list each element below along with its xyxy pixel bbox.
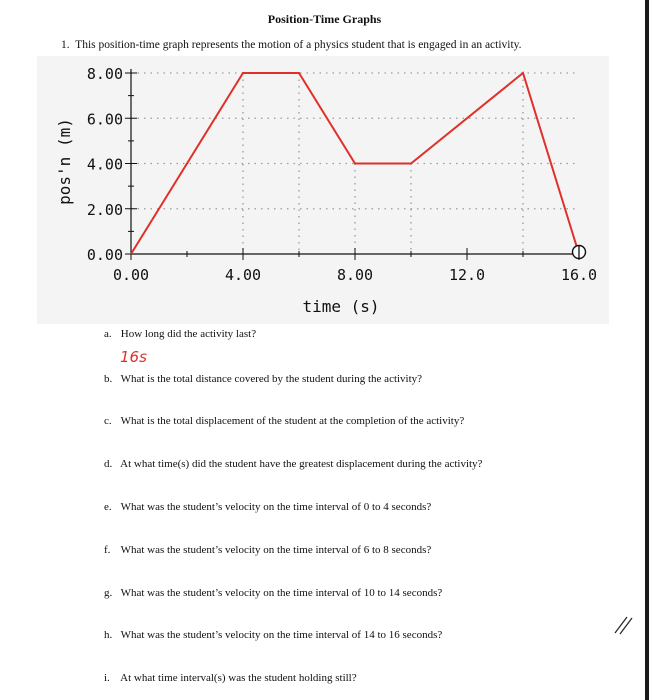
subquestion-letter: i.	[104, 672, 110, 684]
subquestion-letter: b.	[104, 373, 113, 385]
pen-scribble-mark	[611, 611, 637, 637]
x-axis-title: time (s)	[302, 297, 380, 316]
subquestion-i	[104, 672, 357, 684]
subquestion-letter: d.	[104, 458, 113, 470]
subquestion-d	[104, 458, 482, 470]
x-tick-label: 4.00	[224, 266, 262, 284]
page-title: Position-Time Graphs	[267, 12, 382, 26]
x-tick-label: 0.00	[112, 266, 150, 284]
subquestion-b	[104, 373, 422, 385]
subquestion-letter: e.	[104, 501, 112, 513]
subquestion-text: What is the total displacement of the student at the completion of the activity?	[120, 415, 465, 427]
subquestion-letter: h.	[104, 629, 113, 641]
subquestion-text: What was the student’s velocity on the time interval of 0 to 4 seconds?	[120, 501, 432, 513]
subquestion-c	[104, 415, 464, 427]
subquestion-letter: g.	[104, 587, 113, 599]
subquestion-text: How long did the activity last?	[120, 328, 257, 340]
subquestion-text: What was the student’s velocity on the time interval of 6 to 8 seconds?	[120, 544, 432, 556]
subquestion-letter: c.	[104, 415, 112, 427]
subquestion-a	[104, 328, 256, 340]
subquestion-g	[104, 587, 442, 599]
position-series-line	[131, 73, 579, 254]
subquestion-text: At what time(s) did the student have the greatest displacement during the activity?	[120, 458, 483, 470]
y-tick-label: 6.00	[86, 110, 123, 129]
subquestion-f	[104, 544, 431, 556]
subquestion-text: What was the student’s velocity on the time interval of 10 to 14 seconds?	[120, 587, 443, 599]
page-edge	[645, 0, 649, 700]
subquestion-e	[104, 501, 431, 513]
subquestion-letter: f.	[104, 544, 111, 556]
question-1	[61, 39, 522, 51]
subquestion-text: What was the student’s velocity on the time interval of 14 to 16 seconds?	[120, 629, 443, 641]
position-time-chart	[37, 56, 609, 324]
x-tick-label: 12.0	[448, 266, 486, 284]
y-tick-label: 0.00	[86, 246, 123, 264]
y-tick-label: 8.00	[86, 65, 123, 83]
subquestion-h	[104, 629, 442, 641]
y-tick-label: 2.00	[86, 200, 123, 219]
subquestion-letter: a.	[104, 328, 112, 340]
handwritten-answer: 16s	[120, 348, 147, 366]
subquestion-text: At what time interval(s) was the student holding still?	[120, 672, 357, 684]
question-text: This position-time graph represents the motion of a physics student that is engaged in an activity.	[75, 39, 522, 51]
subquestion-text: What is the total distance covered by the student during the activity?	[120, 373, 423, 385]
question-number: 1.	[61, 39, 70, 51]
y-axis-title: pos'n (m)	[55, 118, 74, 205]
x-tick-label: 8.00	[336, 266, 374, 284]
y-tick-label: 4.00	[86, 155, 123, 174]
chart-svg	[37, 56, 609, 324]
x-tick-label: 16.0	[560, 266, 598, 284]
